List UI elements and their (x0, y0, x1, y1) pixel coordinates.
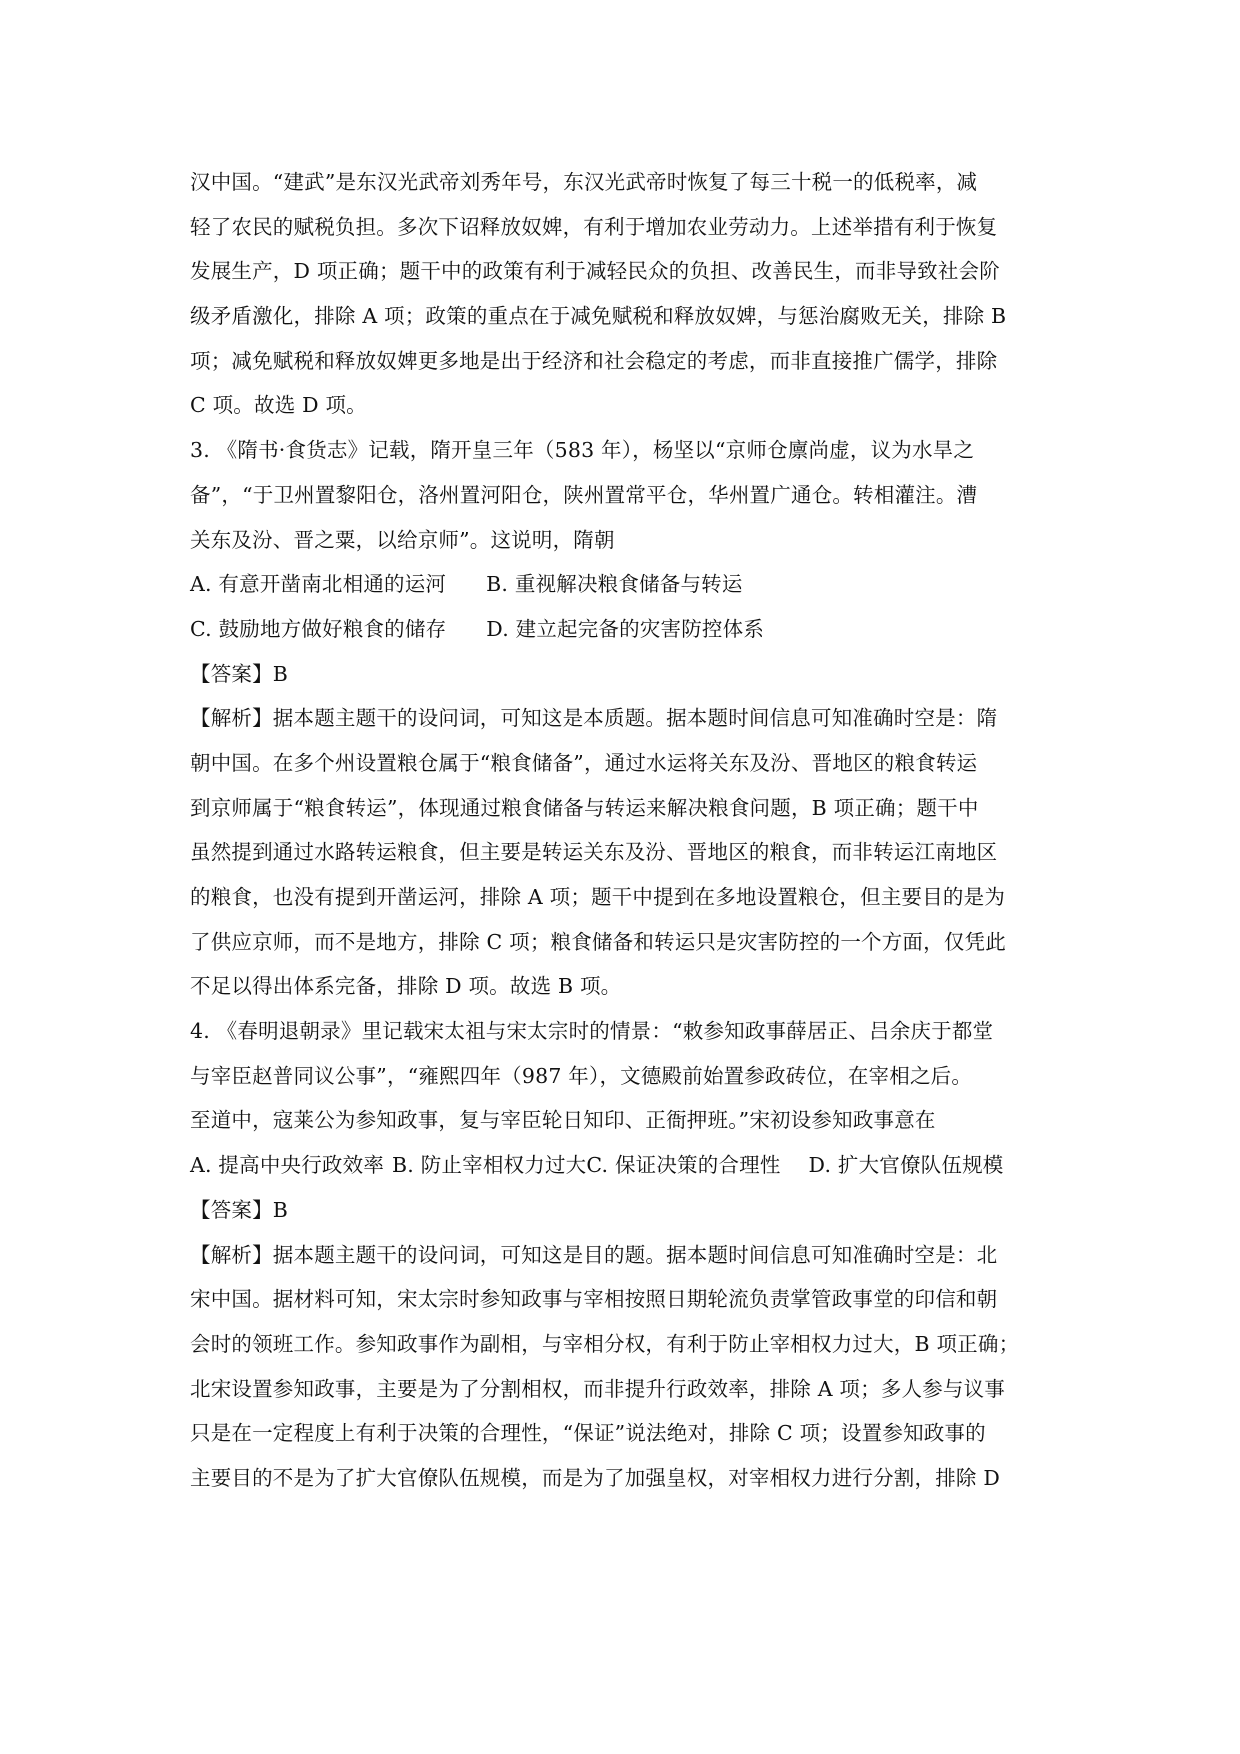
analysis-line: 的粮食，也没有提到开凿运河，排除 A 项；题干中提到在多地设置粮仓，但主要目的是为 (190, 885, 1006, 909)
question-4-stem: 4. 《春明退朝录》里记载宋太祖与宋太宗时的情景：“敕参知政事薛居正、吕余庆于都堂 (190, 1019, 994, 1044)
answer-label: 【答案】B (190, 661, 289, 686)
analysis-line: 【解析】据本题主题干的设问词，可知这是目的题。据本题时间信息可知准确时空是：北 (190, 1242, 998, 1267)
option-c: C. 保证决策的合理性 (586, 1153, 781, 1178)
text-line: 级矛盾激化，排除 A 项；政策的重点在于减免赋税和释放奴婢，与惩治腐败无关，排除 B (190, 304, 1007, 329)
text-line: 轻了农民的赋税负担。多次下诏释放奴婢，有利于增加农业劳动力。上述举措有利于恢复 (190, 214, 998, 239)
analysis-line: 宋中国。据材料可知，宋太宗时参知政事与宰相按照日期轮流负责掌管政事堂的印信和朝 (190, 1287, 998, 1312)
question-4-stem: 至道中，寇莱公为参知政事，复与宰臣轮日知印、正衙押班。”宋初设参知政事意在 (190, 1108, 936, 1133)
question-4-stem: 与宰臣赵普同议公事”，“雍熙四年（987 年），文德殿前始置参政砖位，在宰相之后。 (190, 1063, 973, 1088)
text-line: 项；减免赋税和释放奴婢更多地是出于经济和社会稳定的考虑，而非直接推广儒学，排除 (190, 348, 998, 373)
question-3-options-row-2 (190, 607, 1060, 652)
analysis-line: 不足以得出体系完备，排除 D 项。故选 B 项。 (190, 974, 622, 999)
question-3-stem: 3. 《隋书·食货志》记载，隋开皇三年（583 年），杨坚以“京师仓廪尚虚，议为水旱之 (190, 438, 975, 463)
option-d: D. 建立起完备的灾害防控体系 (486, 616, 765, 641)
text-line: 汉中国。“建武”是东汉光武帝刘秀年号，东汉光武帝时恢复了每三十税一的低税率，减 (190, 170, 978, 194)
analysis-line: 【解析】据本题主题干的设问词，可知这是本质题。据本题时间信息可知准确时空是：隋 (190, 706, 998, 731)
option-b: B. 防止宰相权力过大 (392, 1153, 587, 1178)
question-3-stem: 备”，“于卫州置黎阳仓，洛州置河阳仓，陕州置常平仓，华州置广通仓。转相灌注。漕 (190, 482, 978, 507)
question-4-options-row (190, 1143, 1060, 1188)
option-a: A. 提高中央行政效率 (190, 1153, 385, 1178)
analysis-line: 会时的领班工作。参知政事作为副相，与宰相分权，有利于防止宰相权力过大，B 项正确； (190, 1331, 1020, 1356)
option-d: D. 扩大官僚队伍规模 (808, 1153, 1004, 1178)
analysis-line: 虽然提到通过水路转运粮食，但主要是转运关东及汾、晋地区的粮食，而非转运江南地区 (190, 840, 998, 865)
document-page (190, 160, 1060, 1501)
option-a: A. 有意开凿南北相通的运河 (190, 572, 447, 597)
option-c: C. 鼓励地方做好粮食的储存 (190, 616, 447, 641)
analysis-line: 到京师属于“粮食转运”，体现通过粮食储备与转运来解决粮食问题，B 项正确；题干中 (190, 795, 979, 820)
option-b: B. 重视解决粮食储备与转运 (486, 572, 743, 597)
analysis-line: 了供应京师，而不是地方，排除 C 项；粮食储备和转运只是灾害防控的一个方面，仅凭此 (190, 929, 1006, 954)
question-3-options-row-1 (190, 562, 1060, 607)
answer-label: 【答案】B (190, 1197, 289, 1222)
text-line: C 项。故选 D 项。 (190, 393, 367, 418)
question-3-stem: 关东及汾、晋之粟，以给京师”。这说明，隋朝 (190, 527, 615, 552)
analysis-line: 只是在一定程度上有利于决策的合理性，“保证”说法绝对，排除 C 项；设置参知政事的 (190, 1421, 986, 1446)
analysis-line: 主要目的不是为了扩大官僚队伍规模，而是为了加强皇权，对宰相权力进行分割，排除 D (190, 1465, 1000, 1490)
text-line: 发展生产，D 项正确；题干中的政策有利于减轻民众的负担、改善民生，而非导致社会阶 (190, 259, 1000, 284)
analysis-line: 朝中国。在多个州设置粮仓属于“粮食储备”，通过水运将关东及汾、晋地区的粮食转运 (190, 750, 978, 775)
analysis-line: 北宋设置参知政事，主要是为了分割相权，而非提升行政效率，排除 A 项；多人参与议事 (190, 1376, 1006, 1401)
